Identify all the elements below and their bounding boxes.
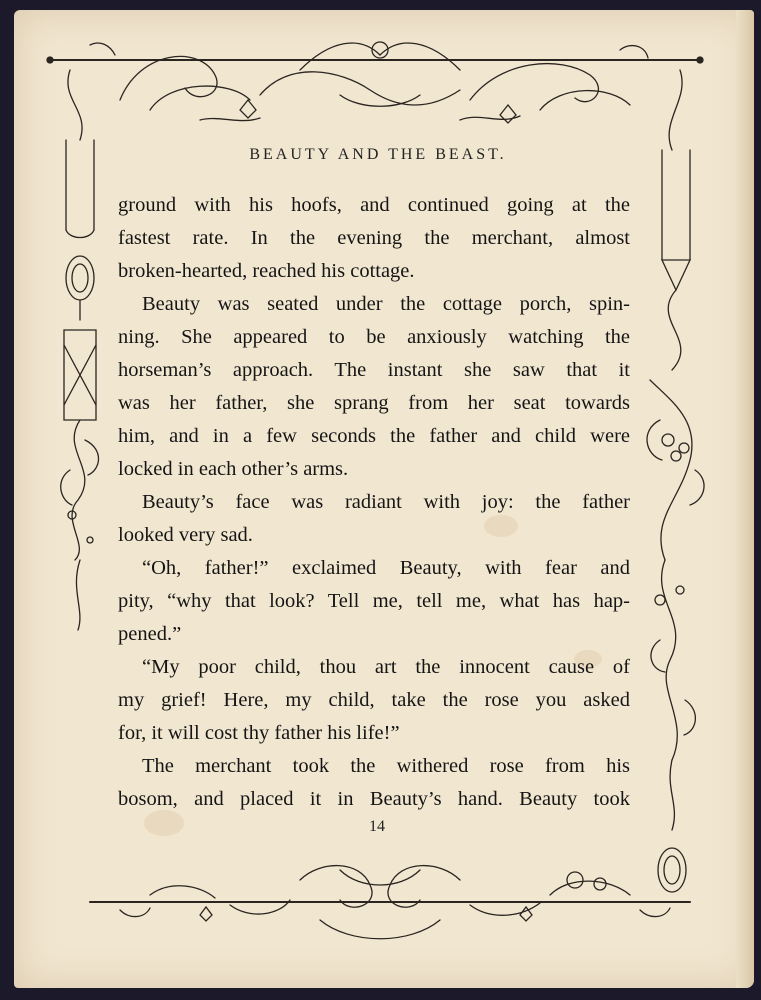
text-line: ning. She appeared to be anxiously watching the [118, 326, 630, 348]
right-ornament [647, 70, 704, 892]
text-line: looked very sad. [118, 524, 253, 546]
text-line: Beauty was seated under the cottage porch, spin- [142, 293, 630, 315]
text-line: “My poor child, thou art the innocent cause of [142, 656, 630, 678]
text-line: The merchant took the withered rose from his [142, 755, 630, 777]
text-line: Beauty’s face was radiant with joy: the father [142, 491, 630, 513]
page-number: 14 [369, 818, 385, 835]
text-line: “Oh, father!” exclaimed Beauty, with fear and [142, 557, 630, 579]
text-line: him, and in a few seconds the father and child were [118, 425, 630, 447]
text-line: ground with his hoofs, and continued going at the [118, 194, 630, 216]
text-line: pity, “why that look? Tell me, tell me, what has hap- [118, 590, 630, 612]
bottom-ornament [90, 866, 690, 939]
text-line: broken-hearted, reached his cottage. [118, 260, 415, 282]
text-line: was her father, she sprang from her seat towards [118, 392, 630, 414]
text-line: fastest rate. In the evening the merchant, almost [118, 227, 630, 249]
text-line: bosom, and placed it in Beauty’s hand. Beauty took [118, 788, 630, 810]
body-text [118, 189, 630, 816]
left-ornament [61, 70, 99, 630]
text-line: locked in each other’s arms. [118, 458, 349, 480]
text-line: horseman’s approach. The instant she saw that it [118, 359, 630, 381]
text-line: for, it will cost thy father his life!” [118, 722, 400, 744]
text-line: my grief! Here, my child, take the rose you asked [118, 689, 630, 711]
text-line: pened.” [118, 623, 182, 645]
top-ornament [47, 42, 703, 123]
running-title: BEAUTY AND THE BEAST. [249, 146, 507, 163]
